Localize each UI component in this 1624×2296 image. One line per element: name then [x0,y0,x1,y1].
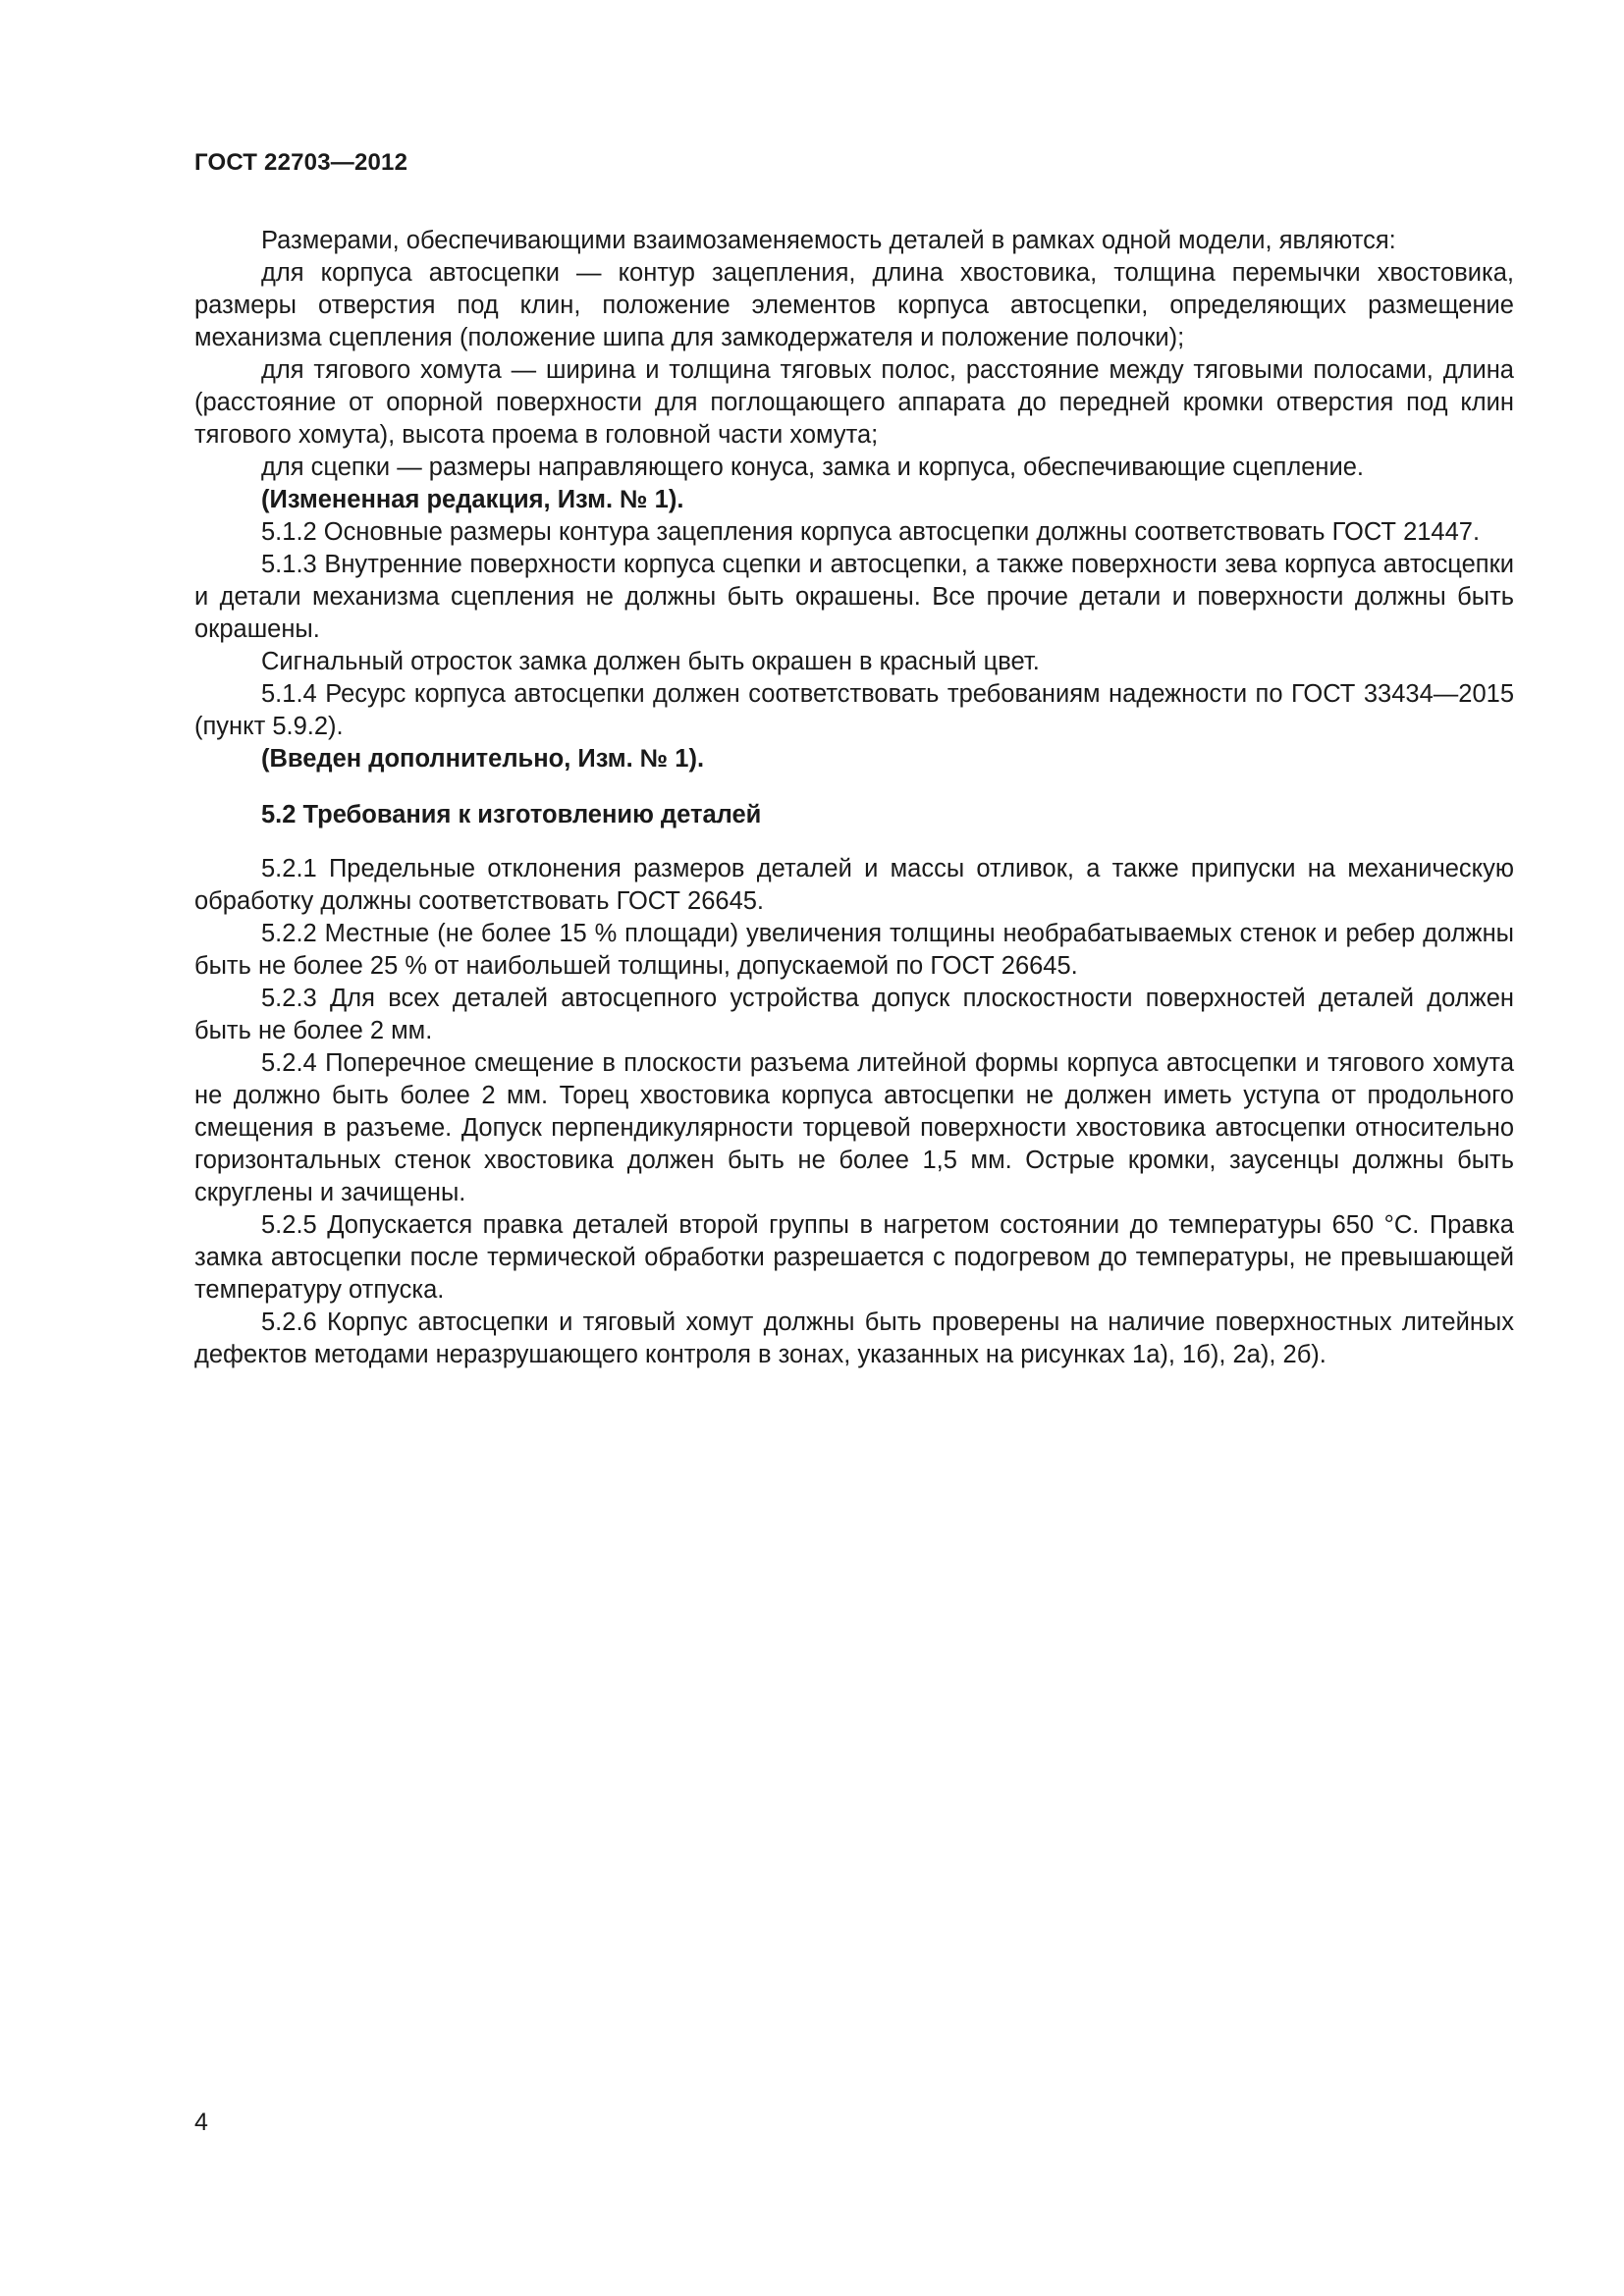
paragraph-5-1-3: 5.1.3 Внутренние поверхности корпуса сцепки и автосцепки, а также поверхности зева корпуса автосцепки и детали механизма сцепления не должны быть окрашены. Все прочие детали и поверхности должны быть окрашены. [194,551,1514,643]
paragraph-signal-lug: Сигнальный отросток замка должен быть окрашен в красный цвет. [261,648,1040,675]
paragraph-5-2-5: 5.2.5 Допускается правка деталей второй группы в нагретом состоянии до температуры 650 °С. Правка замка автосцепки после термической обработки разрешается с подогревом до температуры, не превышающей температуру отпуска. [194,1211,1514,1304]
page-number: 4 [194,2109,208,2136]
paragraph-5-1-2: 5.1.2 Основные размеры контура зацепления корпуса автосцепки должны соответствовать ГОСТ 21447. [261,518,1481,546]
document-header-id: ГОСТ 22703—2012 [194,149,408,176]
paragraph-coupler-body: для корпуса автосцепки — контур зацепления, длина хвостовика, толщина перемычки хвостовика, размеры отверстия под клин, положение элементов корпуса автосцепки, определяющих размещение механизма сцепления (положение шипа для замкодержателя и положение полочки); [194,259,1514,351]
note-amended-edition: (Измененная редакция, Изм. № 1). [261,486,684,513]
paragraph-5-1-4: 5.1.4 Ресурс корпуса автосцепки должен соответствовать требованиям надежности по ГОСТ 33434—2015 (пункт 5.9.2). [194,680,1514,740]
paragraph-5-2-3: 5.2.3 Для всех деталей автосцепного устройства допуск плоскостности поверхностей деталей должен быть не более 2 мм. [194,985,1514,1044]
paragraph-dimensions-intro: Размерами, обеспечивающими взаимозаменяемость деталей в рамках одной модели, являются: [261,227,1396,254]
paragraph-draft-yoke: для тягового хомута — ширина и толщина тяговых полос, расстояние между тяговыми полосами, длина (расстояние от опорной поверхности для поглощающего аппарата до передней кромки отверстия под клин тягового хомута), высота проема в головной части хомута; [194,356,1514,449]
section-heading-5-2: 5.2 Требования к изготовлению деталей [261,801,762,828]
document-body [194,225,1514,1371]
note-added: (Введен дополнительно, Изм. № 1). [261,745,705,773]
paragraph-5-2-6: 5.2.6 Корпус автосцепки и тяговый хомут должны быть проверены на наличие поверхностных литейных дефектов методами неразрушающего контроля в зонах, указанных на рисунках 1а), 1б), 2а), 2б). [194,1308,1514,1368]
paragraph-hitch: для сцепки — размеры направляющего конуса, замка и корпуса, обеспечивающие сцепление. [261,454,1364,481]
paragraph-5-2-1: 5.2.1 Предельные отклонения размеров деталей и массы отливок, а также припуски на механическую обработку должны соответствовать ГОСТ 26645. [194,855,1514,915]
paragraph-5-2-4: 5.2.4 Поперечное смещение в плоскости разъема литейной формы корпуса автосцепки и тягового хомута не должно быть более 2 мм. Торец хвостовика корпуса автосцепки не должен иметь уступа от продольного смещения в разъеме. Допуск перпендикулярности торцевой поверхности хвостовика автосцепки относительно горизонтальных стенок хвостовика должен быть не более 1,5 мм. Острые кромки, заусенцы должны быть скруглены и зачищены. [194,1049,1514,1206]
paragraph-5-2-2: 5.2.2 Местные (не более 15 % площади) увеличения толщины необрабатываемых стенок и ребер должны быть не более 25 % от наибольшей толщины, допускаемой по ГОСТ 26645. [194,920,1514,980]
